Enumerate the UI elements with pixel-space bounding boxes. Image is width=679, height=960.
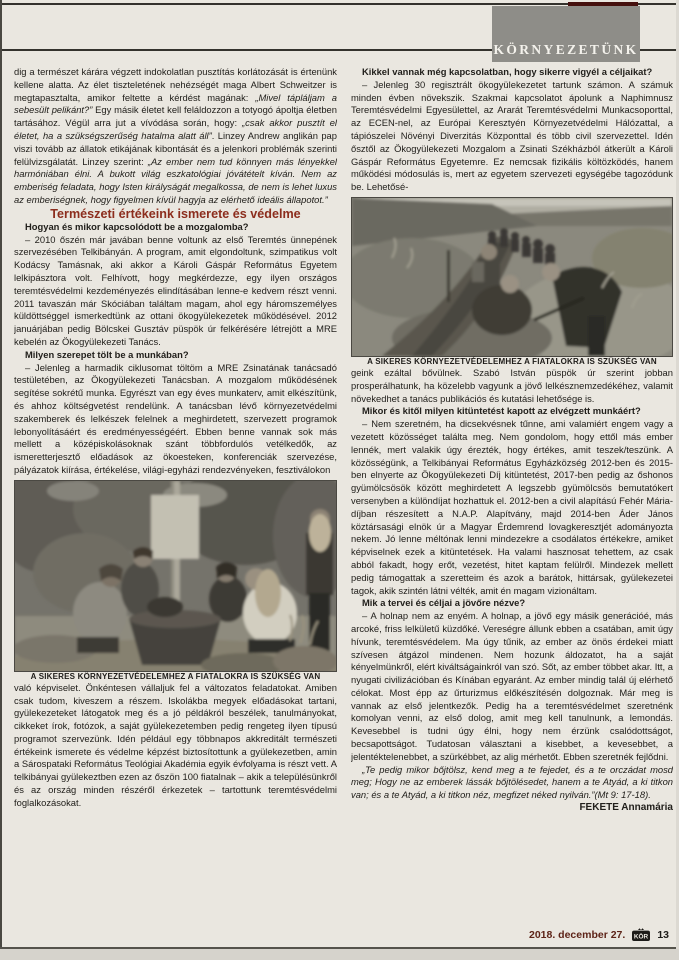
article-paragraph-continued: való képviselet. Önkéntesen vállaljuk fel a változatos feladatokat. Amiben csak tudom, kiveszem a részem. Iskolákba megyek előadásokat tartani, gyülekezeteket látogatok meg és a jó példákról beszélek, tanulmányokat, cikkeket írok, fotózok, a saját gyülekezetemben pedig rengeteg ilyen típusú programot szervezünk. Idén például egy többnapos akkreditált természeti értékeink ismerete és védelme képzést biztosítottunk a gyülekezetben, amin a Sárospataki Református Teológiai Akadémia egyik évfolyama is részt vett. A telkibányai gyülekeztben ezen az őszön 100 fiatalnak – akik a településünkről és az ország minden részéről érkezetek – tartottunk teremtésvédelmi foglalkozásokat. bbox=[14, 681, 337, 808]
photo-children-planting-illustration bbox=[15, 481, 336, 671]
interview-answer: – Nem szeretném, ha dicsekvésnek tűnne, ami valamiért engem vagy a vezetett közösséget találta meg. Nem gondolom, hogy ettől más ember lennék, mert valakik úgy érezték, hogy értékes, amit teszek/teszünk. A közösségünk, a Telkibányai Református Egyházközség 2012-ben és 2015-ben elnyerte az Ökogyülekezeti Díj kitüntetést, 2017-ben pedig az őshonos gyümölcsösök között meghirdetett A legszebb gyümölcsös bemutatókert versenyben a különdíjat hozhattuk el. 2012-ben a civil alapítású Fehér Mária-díjban részesített a N.A.P. Alapítvány, majd 2014-ben Áder János köztársasági elnök úr a Magyar Érdemrend lovagkeresztjét adományozta nekem. Jó lenne méltónak lenni mindezekre a csodálatos értékekre, amiket képviselnek ezek a kitüntetések. Ha valami hasznosat tehettem, az csak abból fakadt, hogy erőt, vezetést, hitet kaptam felülről. Mindezek mellett pedig támogattak a szeretteim és azok a barátok, hittársak, gyülekezetei tagok, akik szintén látni vélték, amit én magam vizionáltam. bbox=[351, 418, 673, 596]
section-heading: Természeti értékeink ismerete és védelme bbox=[50, 206, 301, 221]
interview-answer: – Jelenleg a harmadik ciklusomat töltöm a MRE Zsinatának tanácsadó testületében, az Ökogyülekezeti Tanácsban. A mozgalom működésének segítése sokrétű munka. Egyrészt van egy éves munkaterv, amit elkészítünk, és ahhoz költségvetést rendelünk. A tanácsban lévő környezetvédelmi szakemberek és lelkészek felelnek a meghirdetett, szervezett programok lebonyolításáért és eredményességéért. Ebben benne vannak sok más mellett a középiskolásoknak szánt többfordulós vetélkedők, az ismeretterjesztő előadások az ökoesteken, konferenciák szervezése, pályázatok kiírása, értékelése, világi-egyházi rendezvényeken, fesztiválokon bbox=[14, 361, 337, 475]
interview-answer: – A holnap nem az enyém. A holnap, a jövő egy másik generációé, más arcoké, friss lelkületű küzdőké. Vereségre állunk ebben a csatában, amit úgy hívunk, teremtésvédelem. Ma úgy tűnik, az ember az önös érdekei miatt szívesen átgázol mindenen. Nem hozunk áldozatot, ha a saját kényelmünkről, elért kiváltságainkról van szó. Sőt, az ember többet akar. Itt, a nyugati civilizációban és Kínában egyaránt. Az ember mindig talál új elérhető célokat. Most épp az űrturizmus előkészítésén dolgoznak. Már meg is vannak az első jelentkezők. Pedig ha a teremtésvédelmet szeretnénk komolyan venni, az első dolog, amit meg kell tanulnunk, a lemondás. Kevesebbel is tudni úgy élni, hogy nem érzünk csalódottságot, becsapottságot. Tudatosan választani a kisebbet, a kevesebbet, a jelentéktelenebbet, a szürkébbet, az alig mérhetőt. Ebben szeretnék fejlődni. bbox=[351, 610, 673, 762]
photo-children-planting bbox=[14, 480, 337, 672]
photo-trail-volunteers-illustration bbox=[352, 198, 672, 356]
photo-caption: A SIKERES KÖRNYEZETVÉDELEMHEZ A FIATALOKRA IS SZÜKSÉG VAN bbox=[367, 356, 657, 366]
left-column bbox=[14, 66, 337, 952]
right-column bbox=[351, 66, 673, 952]
interview-question: Milyen szerepet tölt be a munkában? bbox=[25, 348, 189, 360]
interview-answer: – 2010 őszén már javában benne voltunk az első Teremtés ünnepének szervezésében Telkibányán. A program, amit elgondoltunk, szimpatikus volt Kodácsy Tamásnak, aki akkor a Károli Gáspár Református Egyetem lelkipásztora volt. Felhívott, hogy megkérdezze, egy ilyen országos teremtésvédelmi kezdeményezés elindításában lenne-e kedvem részt venni. 2011 tavaszán már Skóciában találtam magam, ahol egy háromszemélyes küldöttséggel ismerkedtünk az ottani ökogyülekezetek működésével. 2012 januárjában pedig Bölcskei Gusztáv püspök úr felkérésére létrejött a MRE kebelén az Ökogyülekezeti Tanács. bbox=[14, 233, 337, 347]
photo-caption: A SIKERES KÖRNYEZETVÉDELEMHEZ A FIATALOKRA IS SZÜKSÉG VAN bbox=[30, 671, 321, 681]
interview-question: Mik a tervei és céljai a jövőre nézve? bbox=[362, 597, 526, 609]
issue-date: 2018. december 27. bbox=[528, 929, 626, 941]
interview-answer-continued: geink ezáltal bővülnek. Szabó István püspök úr szerint jobban prosperálhatunk, ha közelebb vagyunk a jövő lelkésznemzedékéhez, valamit növekedhet a tanács publikációs és kutatási lehetősége is. bbox=[351, 366, 673, 404]
interview-question: Kikkel vannak még kapcsolatban, hogy sikerre vigyél a céljaikat? bbox=[362, 66, 653, 77]
byline: FEKETE Annamária bbox=[579, 802, 673, 814]
interview-question: Mikor és kitől milyen kitüntetést kapott az elvégzett munkáért? bbox=[362, 405, 641, 417]
section-header-box bbox=[492, 6, 640, 62]
article-paragraph-continued: dig a természet kárára végzett indokolatlan pusztítás korlátozását is értenünk kellene alatta. Az élet tiszteletének nehézségét maga Albert Schweitzer is megtapasztalta, amikor feltette a kérdést magának: „Mivel tápláljam a sebesült pelikánt?” Egy másik életet kell feláldozzon a totyogó ápoltja életben tartásához. Végül arra jut a vívódása során, hogy: „csak akkor pusztít el életet, ha a szükségszerűség hatalma alatt áll”. Linzey Andrew anglikán pap viszi tovább az állatok etikájának kibontását és a jelenkori problémák szerinti felülvizsgálatát. Linzey szerint: „Az ember nem tud könnyen más lényekkel harmóniában élni. A bukott világ eszkatológiai jóvátételt kíván. Nem az emberiség feladata, hogy Isten királyságát megalkossa, de nem is lehet luxus az emberiségnek, hogy figyelmen kívül hagyja az elérhető ideális állapotot.” bbox=[14, 66, 337, 205]
kor-magazine-logo-icon bbox=[631, 928, 651, 942]
photo-trail-volunteers bbox=[351, 197, 673, 357]
interview-question: Hogyan és mikor kapcsolódott be a mozgalomba? bbox=[25, 220, 249, 232]
page-edge-left bbox=[0, 0, 2, 949]
kor-logo-text: KÖR bbox=[634, 933, 649, 941]
page-number: 13 bbox=[657, 929, 669, 941]
section-tag: KÖRNYEZETÜNK bbox=[493, 42, 639, 57]
scripture-quote: „Te pedig mikor bőjtölsz, kend meg a te fejedet, és a te orczádat mosd meg; Hogy ne az emberek lássák bőjtölésedet, hanem a te Atyád, a ki titkon van; és a te Atyád, a ki titkon néz, megfizet néked nyilván.”(Mt 9: 17-18). bbox=[351, 763, 673, 801]
interview-answer: – Jelenleg 30 regisztrált ökogyülekezetet tartunk számon. A számuk minden évben növekszik. Szakmai kapcsolatot ápolunk a Naphimnusz Teremtésvédelmi Egyesülettel, az Ararát Teremtésvédelmi Munkacsoporttal, az ECEN-nel, az Európai Keresztyén Környezetvédelmi Hálózattal, a tápiószelei Növényi Diverzitás Központtal és több civil szervezettel. Idén ősztől az Ökogyülekezeti Mozgalom a Zsinati Székházból átkerült a Károli Gáspár Református Egyetemre. Ez nemcsak fizikális költözködés, hanem működési módosulás is, mert az egyetem szervezeti egységébe tagozódunk be. Lehetősé- bbox=[351, 78, 673, 193]
page-footer bbox=[529, 928, 669, 942]
